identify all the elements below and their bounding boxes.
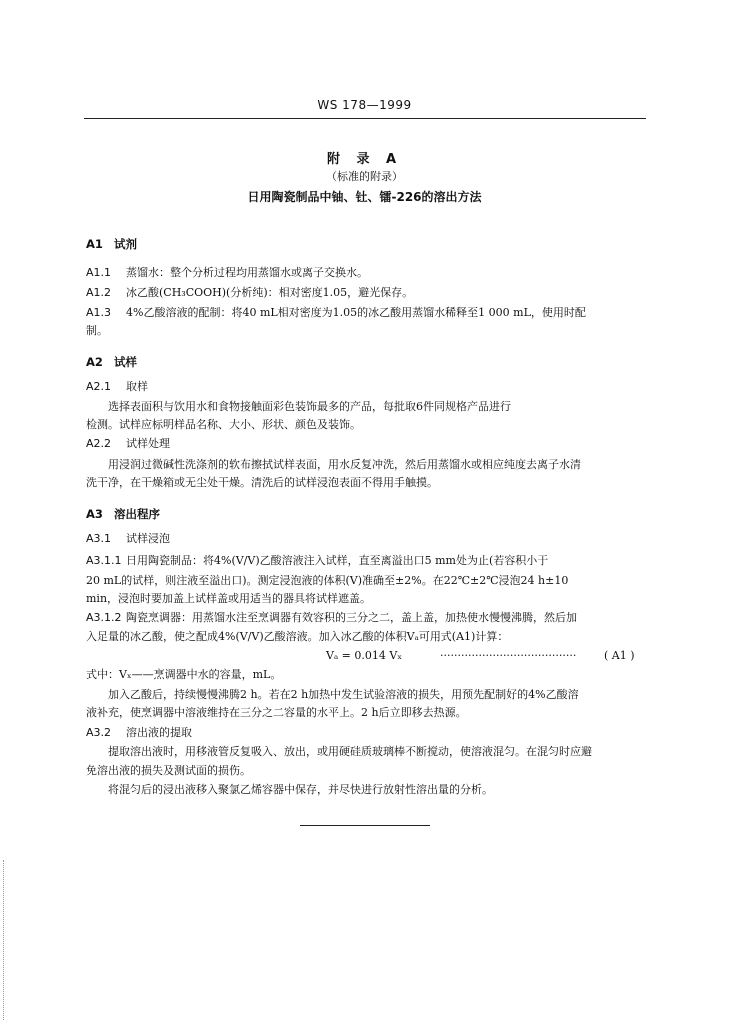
clause-a1-3 xyxy=(86,306,650,320)
appendix-title: 附 录 A xyxy=(326,152,403,167)
clause-a2-2-heading xyxy=(86,437,650,451)
clause-number: A3.2 xyxy=(86,726,112,739)
section-title: 试样 xyxy=(114,355,137,369)
appendix-name: 日用陶瓷制品中铀、钍、镭-226的溶出方法 xyxy=(247,190,482,204)
clause-a1-2 xyxy=(86,286,650,300)
paragraph-line: 入足量的冰乙酸，使之配成4%(V/V)乙酸溶液。加入冰乙酸的体积Vₐ可用式(A1)计算： xyxy=(86,630,509,643)
paragraph-line: 20 mL的试样，则注液至溢出口)。测定浸泡液的体积(V)准确至±2%。在22℃±2℃浸泡24 h±10 xyxy=(86,574,569,587)
formula-a1: Vₐ = 0.014 Vₓ xyxy=(326,649,402,662)
paragraph-line: 选择表面积与饮用水和食物接触面彩色装饰最多的产品，每批取6件同规格产品进行 xyxy=(108,400,511,413)
paragraph-line: min，浸泡时要加盖上试样盖或用适当的器具将试样遮盖。 xyxy=(86,592,372,605)
clause-title: 试样处理 xyxy=(126,437,170,450)
end-rule xyxy=(300,825,430,826)
clause-number: A3.1 xyxy=(86,532,112,545)
clause-number: A1.2 xyxy=(86,286,112,299)
clause-text: 蒸馏水：整个分析过程均用蒸馏水或离子交换水。 xyxy=(126,266,368,279)
clause-title: 试样浸泡 xyxy=(126,532,170,545)
clause-number: A2.2 xyxy=(86,437,112,450)
paragraph-line: 检测。试样应标明样品名称、大小、形状、颜色及装饰。 xyxy=(86,418,361,431)
section-number: A1 xyxy=(86,237,103,251)
formula-number: ( A1 ) xyxy=(604,649,635,662)
section-title: 溶出程序 xyxy=(114,507,160,521)
clause-number: A2.1 xyxy=(86,380,112,393)
paragraph-line: 洗干净，在干燥箱或无尘处干燥。清洗后的试样浸泡表面不得用手触摸。 xyxy=(86,476,438,489)
section-title: 试剂 xyxy=(114,237,137,251)
section-number: A2 xyxy=(86,355,103,369)
scan-edge-dots xyxy=(3,860,5,1020)
header-rule xyxy=(84,118,646,119)
section-a3-heading xyxy=(86,506,160,522)
standard-number: WS 178—1999 xyxy=(317,98,412,112)
appendix-subtitle: （标准的附录） xyxy=(326,170,403,183)
paragraph-line: 免溶出液的损失及测试面的损伤。 xyxy=(86,764,251,777)
section-number: A3 xyxy=(86,507,103,521)
formula-leader-dots: ······································· xyxy=(440,649,577,662)
paragraph-line: 液补充，使烹调器中溶液维持在三分之二容量的水平上。2 h后立即移去热源。 xyxy=(86,706,467,719)
clause-text: 陶瓷烹调器：用蒸馏水注至烹调器有效容积的三分之二，盖上盖，加热使水慢慢沸腾，然后加 xyxy=(126,611,577,624)
formula-where: 式中：Vₓ——烹调器中水的容量，mL。 xyxy=(86,668,282,681)
clause-text: 冰乙酸(CH₃COOH)(分析纯)：相对密度1.05，避光保存。 xyxy=(126,286,414,299)
section-a1-heading xyxy=(86,236,137,252)
clause-a3-1-heading xyxy=(86,532,650,546)
paragraph-line: 提取溶出液时，用移液管反复吸入、放出，或用硬硅质玻璃棒不断搅动，使溶液混匀。在混匀时应避 xyxy=(108,745,592,758)
clause-number: A1.3 xyxy=(86,306,112,319)
clause-number: A3.1.2 xyxy=(86,611,122,624)
clause-a2-1-heading xyxy=(86,380,650,394)
clause-title: 取样 xyxy=(126,380,148,393)
clause-text: 日用陶瓷制品：将4%(V/V)乙酸溶液注入试样，直至离溢出口5 mm处为止(若容积小于 xyxy=(126,554,549,567)
clause-a3-1-1 xyxy=(86,554,650,568)
paragraph-line: 将混匀后的浸出液移入聚氯乙烯容器中保存，并尽快进行放射性溶出量的分析。 xyxy=(108,783,493,796)
clause-a1-3-cont: 制。 xyxy=(86,324,108,337)
clause-a1-1 xyxy=(86,266,650,280)
clause-number: A1.1 xyxy=(86,266,112,279)
paragraph-line: 加入乙酸后，持续慢慢沸腾2 h。若在2 h加热中发生试验溶液的损失，用预先配制好的4%乙酸溶 xyxy=(108,688,579,701)
clause-a3-2-heading xyxy=(86,726,650,740)
clause-a3-1-2 xyxy=(86,611,650,625)
clause-text: 4%乙酸溶液的配制：将40 mL相对密度为1.05的冰乙酸用蒸馏水稀释至1 000 mL，使用时配 xyxy=(126,306,586,319)
section-a2-heading xyxy=(86,354,137,370)
paragraph-line: 用浸润过微碱性洗涤剂的软布擦拭试样表面，用水反复冲洗，然后用蒸馏水或相应纯度去离子水清 xyxy=(108,458,581,471)
clause-number: A3.1.1 xyxy=(86,554,122,567)
clause-title: 溶出液的提取 xyxy=(126,726,192,739)
